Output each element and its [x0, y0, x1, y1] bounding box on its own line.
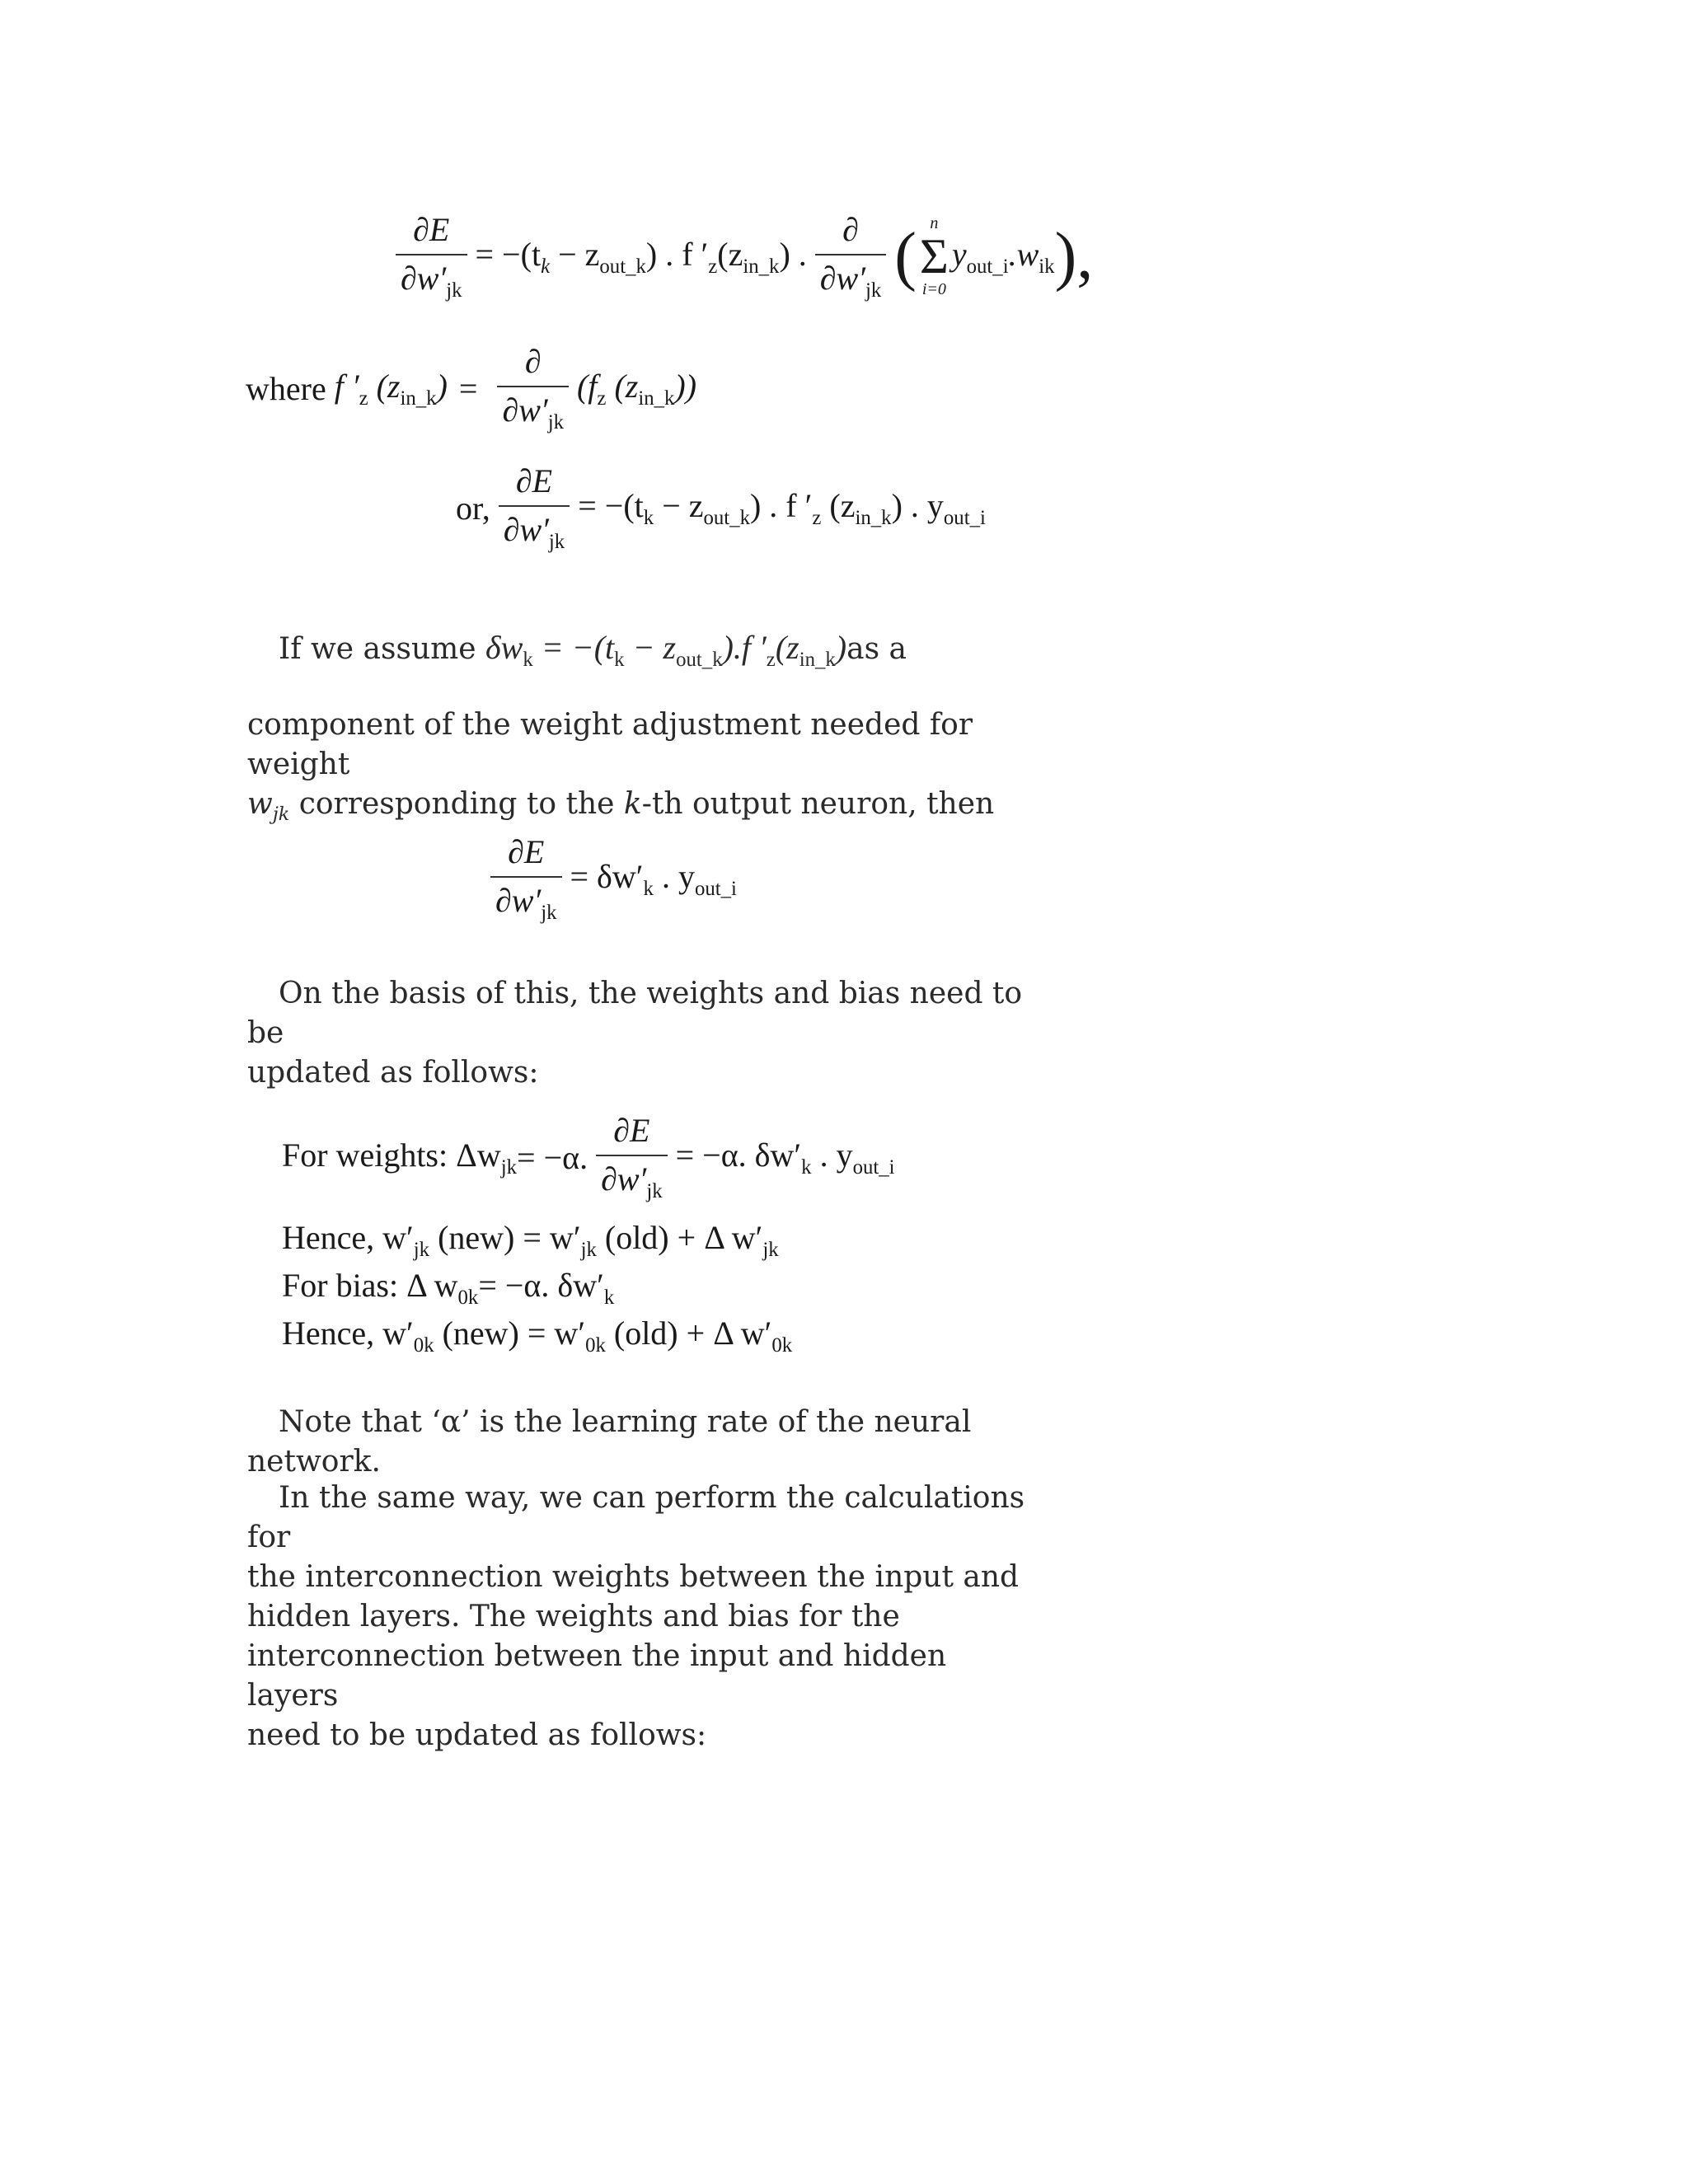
- eq2-lhs: f $'_z$ $(z_{in\_k})$: [334, 367, 448, 410]
- equation-8: Hence, $w'_{0k}$ $(new) = w'_{0k}$ (old) + Δ $w'_{0k}$: [282, 1315, 793, 1357]
- paragraph-basis: On the basis of this, the weights and bias need to be updated as follows:: [247, 977, 1023, 1090]
- eq4-rhs: = $\delta w'_k$ . $y_{out\_i}$: [570, 857, 737, 900]
- eq3-fraction: $\frac{\partial E}{\partial w'_{jk}}$: [499, 462, 570, 554]
- paragraph-component: component of the weight adjustment needed for weight $w_{jk}$ corresponding to the k-th output neuron, then: [247, 708, 995, 826]
- eq1-sum-term: $y_{out\_i}.w_{ik}$: [951, 235, 1055, 278]
- equation-4: [482, 832, 737, 925]
- eq1-derivative-fraction: $\frac{\partial}{\partial w'_{jk}}$: [815, 210, 887, 302]
- eq3-or-label: or,: [456, 489, 490, 527]
- eq1-summation: n Σ i=0: [919, 214, 949, 298]
- equation-1: [387, 210, 1093, 302]
- eq1-lhs-numerator: ∂E: [413, 211, 450, 248]
- equation-2: where f $'_z$ $(z_{in\_k})$ = $\frac{\partial}{\partial w'_{jk}}$ ($f_z$ $(z_{in\_k})$): [246, 343, 697, 434]
- eq1-open-paren: (: [894, 220, 917, 293]
- paragraph-same-way: In the same way, we can perform the calculations for the interconnection weights between the input and hidden layers. The weights and bias for the interconnection between the input and hidden layers need to be updated as follows:: [247, 1481, 1025, 1752]
- paragraph-learning-rate: Note that ‘α’ is the learning rate of the neural network.: [247, 1405, 972, 1479]
- eq4-fraction: $\frac{\partial E}{\partial w'_{jk}}$: [490, 832, 562, 925]
- eq1-rhs: = $-(t_k - z_{out\_k})$ . f $'_z(z_{in\_k})$ .: [475, 235, 807, 278]
- eq5-fraction: $\frac{\partial E}{\partial w'_{jk}}$: [596, 1111, 668, 1203]
- eq2-where-label: where: [246, 369, 326, 407]
- eq3-rhs: = $-(t_k - z_{out\_k})$ . f $'_z$ $(z_{in\_k})$ . $y_{out\_i}$: [578, 486, 986, 529]
- eq5-rhs: = −α. $\delta w'_k$ . $y_{out\_i}$: [675, 1136, 895, 1179]
- paragraph-assumption: If we assume $\delta w_k = -(t_k - z_{out\_k}).f$ $'_z(z_{in\_k})as$ a: [279, 629, 907, 671]
- inline-delta-equation: $\delta w_k = -(t_k - z_{out\_k}).f$ $'_z(z_{in\_k})$: [485, 629, 847, 671]
- equation-3: [456, 462, 986, 554]
- eq1-lhs-fraction: [396, 210, 467, 302]
- equation-5-weights: For weights: $\Delta w_{jk}$ = −α. $\frac{\partial E}{\partial w'_{jk}}$ = −α. $\delta w'_k$ . $y_{out\_i}$: [282, 1112, 895, 1202]
- eq2-fraction: $\frac{\partial}{\partial w'_{jk}}$: [497, 342, 569, 434]
- eq1-close-paren: ),: [1054, 220, 1094, 293]
- eq1-lhs-denominator: $\partial w'_{jk}$: [396, 254, 467, 302]
- equation-6: Hence, $w'_{jk}$ $(new) = w'_{jk}$ (old) + Δ $w'_{jk}$: [282, 1219, 779, 1261]
- eq5-label: For weights: $\Delta w_{jk}$: [282, 1136, 518, 1179]
- equation-7-bias: For bias: Δ $w_{0k}= -\alpha$. $\delta w'_k$: [282, 1267, 615, 1309]
- eq2-rhs: ($f_z$ $(z_{in\_k})$): [576, 367, 697, 410]
